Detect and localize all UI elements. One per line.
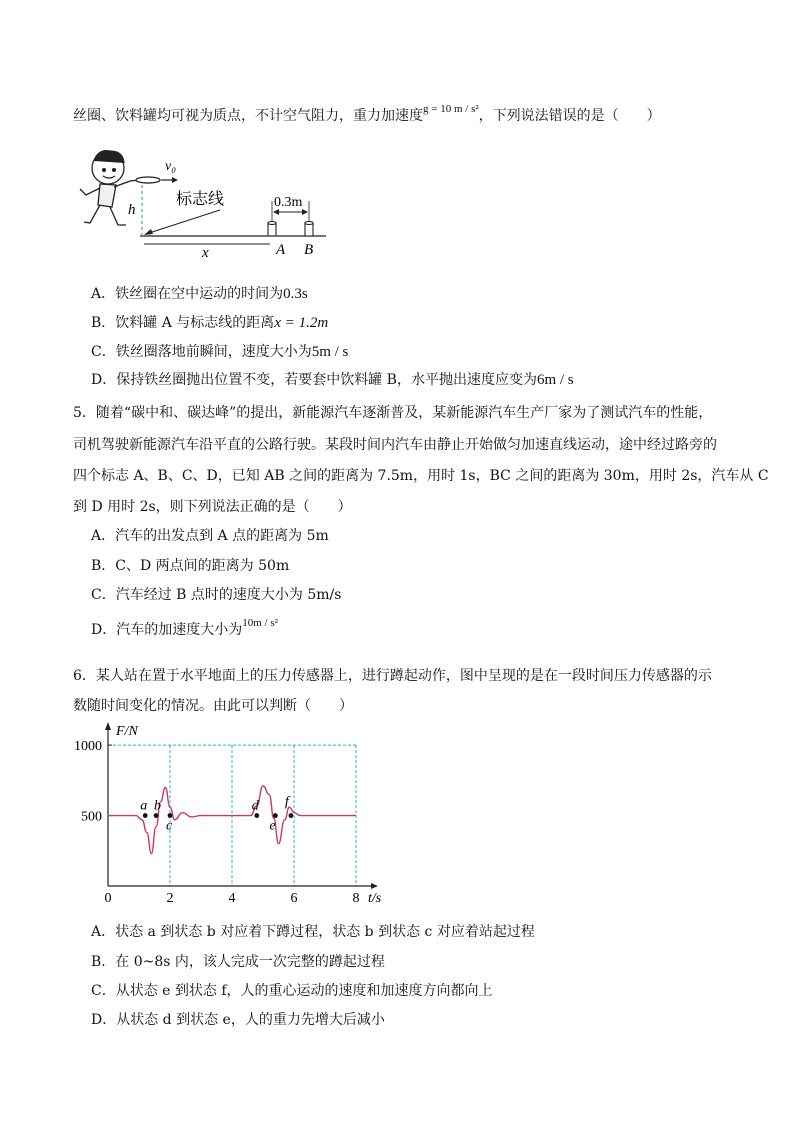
v0-label: v₀ xyxy=(165,159,177,174)
q6-option-a: A．状态 a 到状态 b 对应着下蹲过程，状态 b 到状态 c 对应着站起过程 xyxy=(91,924,535,940)
q6-force-time-chart xyxy=(74,722,400,906)
can-a xyxy=(268,222,276,237)
x-tick-6: 6 xyxy=(290,891,298,906)
q5-option-c: C．汽车经过 B 点时的速度大小为 5m/s xyxy=(91,587,342,603)
q5-option-d xyxy=(91,617,278,641)
q4-option-b-value: x = 1.2m xyxy=(274,315,329,331)
q4-stem-part2: ，下列说法错误的是（ ） xyxy=(478,108,661,124)
chart-ticks xyxy=(74,739,360,906)
b-label: B xyxy=(304,242,314,258)
a-label: A xyxy=(276,242,286,258)
y-tick-500: 500 xyxy=(81,809,102,825)
point-e xyxy=(273,813,278,818)
x-axis-label: t/s xyxy=(368,891,382,906)
x-axis-arrow xyxy=(371,883,378,889)
marker-label: 标志线 xyxy=(176,191,225,208)
q4-option-c-text: C．铁丝圈落地前瞬间，速度大小为 xyxy=(91,344,312,360)
q5-line-4: 到 D 用时 2s，则下列说法正确的是（ ） xyxy=(73,499,352,515)
gap-label: 0.3m xyxy=(274,195,303,210)
point-label-d: d xyxy=(251,798,259,814)
q6-line-2: 数随时间变化的情况。由此可以判断（ ） xyxy=(73,698,353,714)
q4-option-a-text: A．铁丝圈在空中运动的时间为 xyxy=(91,286,284,302)
can-b xyxy=(305,222,313,237)
q5-option-d-text: D．汽车的加速度大小为 xyxy=(91,622,243,638)
y-axis-arrow xyxy=(105,722,111,730)
q6-option-b: B．在 0~8s 内，该人完成一次完整的蹲起过程 xyxy=(91,954,385,970)
x-tick-4: 4 xyxy=(228,891,236,906)
point-b xyxy=(154,813,159,818)
point-c xyxy=(168,813,173,818)
q5-option-d-value: 10m / s² xyxy=(242,617,278,629)
q4-option-a-value: 0.3s xyxy=(283,286,308,302)
x-tick-8: 8 xyxy=(352,891,360,906)
g-value: g = 10 m / s² xyxy=(423,103,479,115)
q4-option-d-value: 6m / s xyxy=(536,372,574,388)
q4-option-b-text: B．饮料罐 A 与标志线的距离 xyxy=(91,315,275,331)
q4-option-a xyxy=(91,284,308,304)
x-tick-2: 2 xyxy=(166,891,174,906)
q4-option-b xyxy=(91,313,328,333)
point-label-e: e xyxy=(269,818,276,834)
q4-option-d xyxy=(91,370,574,390)
q6-line-1: 6．某人站在置于水平地面上的压力传感器上，进行蹲起动作，图中呈现的是在一段时间压力传感器的示 xyxy=(73,668,712,684)
q5-line-2: 司机驾驶新能源汽车沿平直的公路行驶。某段时间内汽车由静止开始做匀加速直线运动，途中经过路旁的 xyxy=(73,437,717,453)
point-d xyxy=(254,813,259,818)
q4-option-d-text: D．保持铁丝圈抛出位置不变，若要套中饮料罐 B，水平抛出速度应变为 xyxy=(91,372,537,388)
x-tick-0: 0 xyxy=(104,891,112,906)
x-label: x xyxy=(202,245,209,261)
iron-ring xyxy=(136,177,160,183)
y-axis-label: F/N xyxy=(116,724,138,739)
q5-line-3: 四个标志 A、B、C、D，已知 AB 之间的距离为 7.5m，用时 1s，BC 之间的距离为 30m，用时 2s，汽车从 C xyxy=(73,468,769,484)
q4-stem xyxy=(73,103,661,127)
q5-option-a: A．汽车的出发点到 A 点的距离为 5m xyxy=(91,528,329,544)
q5-line-1: 5．随着“碳中和、碳达峰”的提出，新能源汽车逐渐普及，某新能源汽车生产厂家为了测试汽车的性能， xyxy=(73,405,713,421)
q5-option-b: B．C、D 两点间的距离为 50m xyxy=(91,558,290,574)
q6-option-d: D．从状态 d 到状态 e，人的重力先增大后减小 xyxy=(91,1012,385,1028)
point-f xyxy=(289,813,294,818)
q4-option-c-value: 5m / s xyxy=(311,344,349,360)
point-a xyxy=(143,813,148,818)
q4-option-c xyxy=(91,342,348,362)
point-label-f: f xyxy=(284,794,289,810)
q6-option-c: C．从状态 e 到状态 f，人的重心运动的速度和加速度方向都向上 xyxy=(91,983,493,999)
q4-figure xyxy=(68,143,328,261)
q4-stem-part1: 丝圈、饮料罐均可视为质点，不计空气阻力，重力加速度 xyxy=(73,108,423,124)
point-label-c: c xyxy=(166,818,173,834)
point-label-b: b xyxy=(154,798,162,814)
h-label: h xyxy=(128,202,136,218)
y-tick-1000: 1000 xyxy=(74,739,102,755)
point-label-a: a xyxy=(140,798,148,814)
